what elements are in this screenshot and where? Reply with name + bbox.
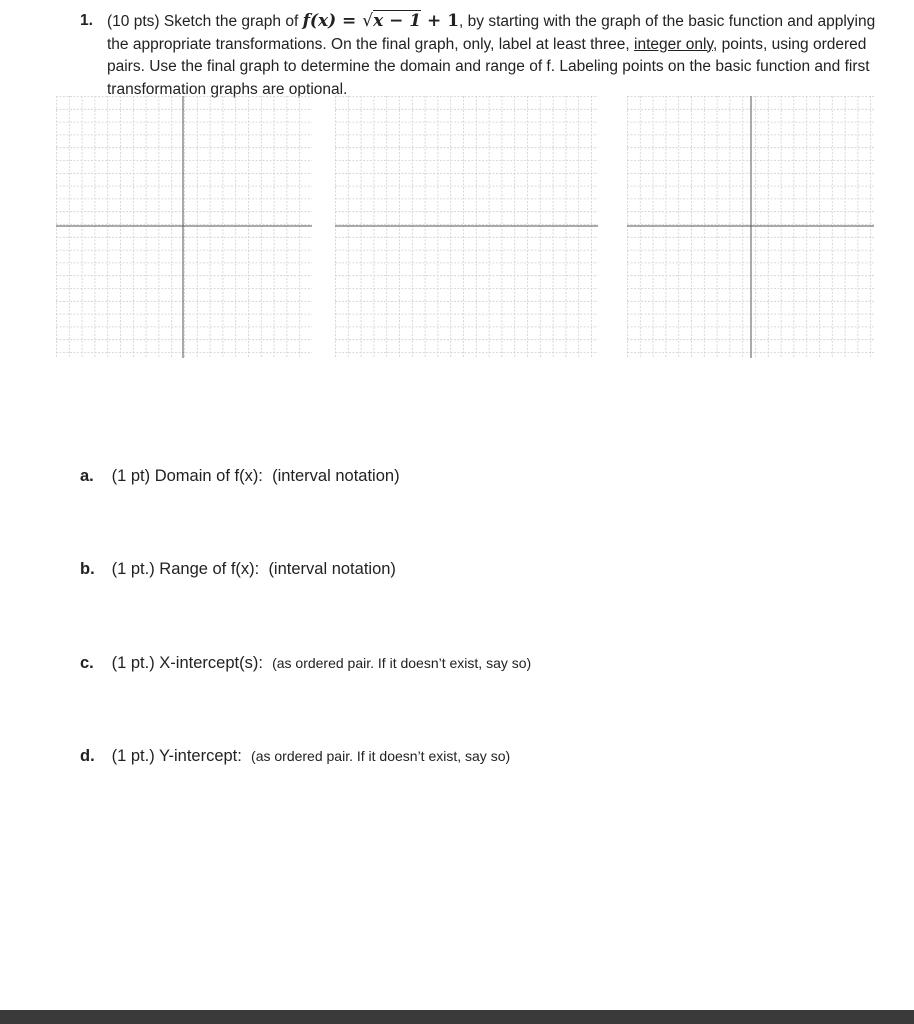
function-formula xyxy=(303,10,459,31)
part-c-points: (1 pt.) xyxy=(111,654,155,672)
part-b-label: b. xyxy=(80,560,95,578)
graph-first-transformation[interactable] xyxy=(335,96,598,358)
part-a xyxy=(80,467,400,486)
part-b-text: Range of f(x): xyxy=(159,560,260,578)
formula-radicand: x − 1 xyxy=(373,11,422,31)
grid-first-transformation xyxy=(335,96,598,358)
graph-basic-function[interactable] xyxy=(56,96,312,358)
part-c xyxy=(80,654,531,673)
part-c-label: c. xyxy=(80,654,94,672)
grid-final xyxy=(627,96,874,358)
part-d xyxy=(80,747,510,766)
part-b-hint: (interval notation) xyxy=(268,560,396,578)
graph-final[interactable] xyxy=(627,96,874,358)
part-d-hint: (as ordered pair. If it doesn’t exist, say so) xyxy=(251,748,511,764)
problem-1 xyxy=(80,10,880,101)
part-b xyxy=(80,560,396,579)
part-a-text: Domain of f(x): xyxy=(154,467,263,485)
page-bottom-bar xyxy=(0,1010,914,1024)
formula-rest: + 1 xyxy=(421,11,460,31)
part-d-label: d. xyxy=(80,747,95,765)
problem-closing: points, using ordered pairs. Use the final graph to determine the domain and range of f. Labeling points on the basic function and first transformation graphs are optional. xyxy=(107,35,870,98)
problem-intro: (10 pts) Sketch the graph of xyxy=(107,13,303,30)
part-a-points: (1 pt) xyxy=(111,467,151,485)
problem-number: 1. xyxy=(80,12,93,29)
part-a-hint: (interval notation) xyxy=(272,467,400,485)
formula-lhs: f(x) = xyxy=(302,11,363,31)
part-c-hint: (as ordered pair. If it doesn’t exist, say so) xyxy=(272,655,532,671)
part-b-points: (1 pt.) xyxy=(111,560,155,578)
problem-statement xyxy=(107,10,880,101)
problem-after-formula: , by starting with the graph of the basic function and applying the appropriate transformations. On the final graph, only, label at least three, xyxy=(107,13,876,53)
grid-basic xyxy=(56,96,312,358)
problem-emphasis: integer only, xyxy=(634,35,718,53)
part-a-label: a. xyxy=(80,467,94,485)
sqrt-symbol: √ xyxy=(362,11,374,31)
part-d-text: Y-intercept: xyxy=(159,747,242,765)
part-d-points: (1 pt.) xyxy=(111,747,155,765)
part-c-text: X-intercept(s): xyxy=(159,654,263,672)
